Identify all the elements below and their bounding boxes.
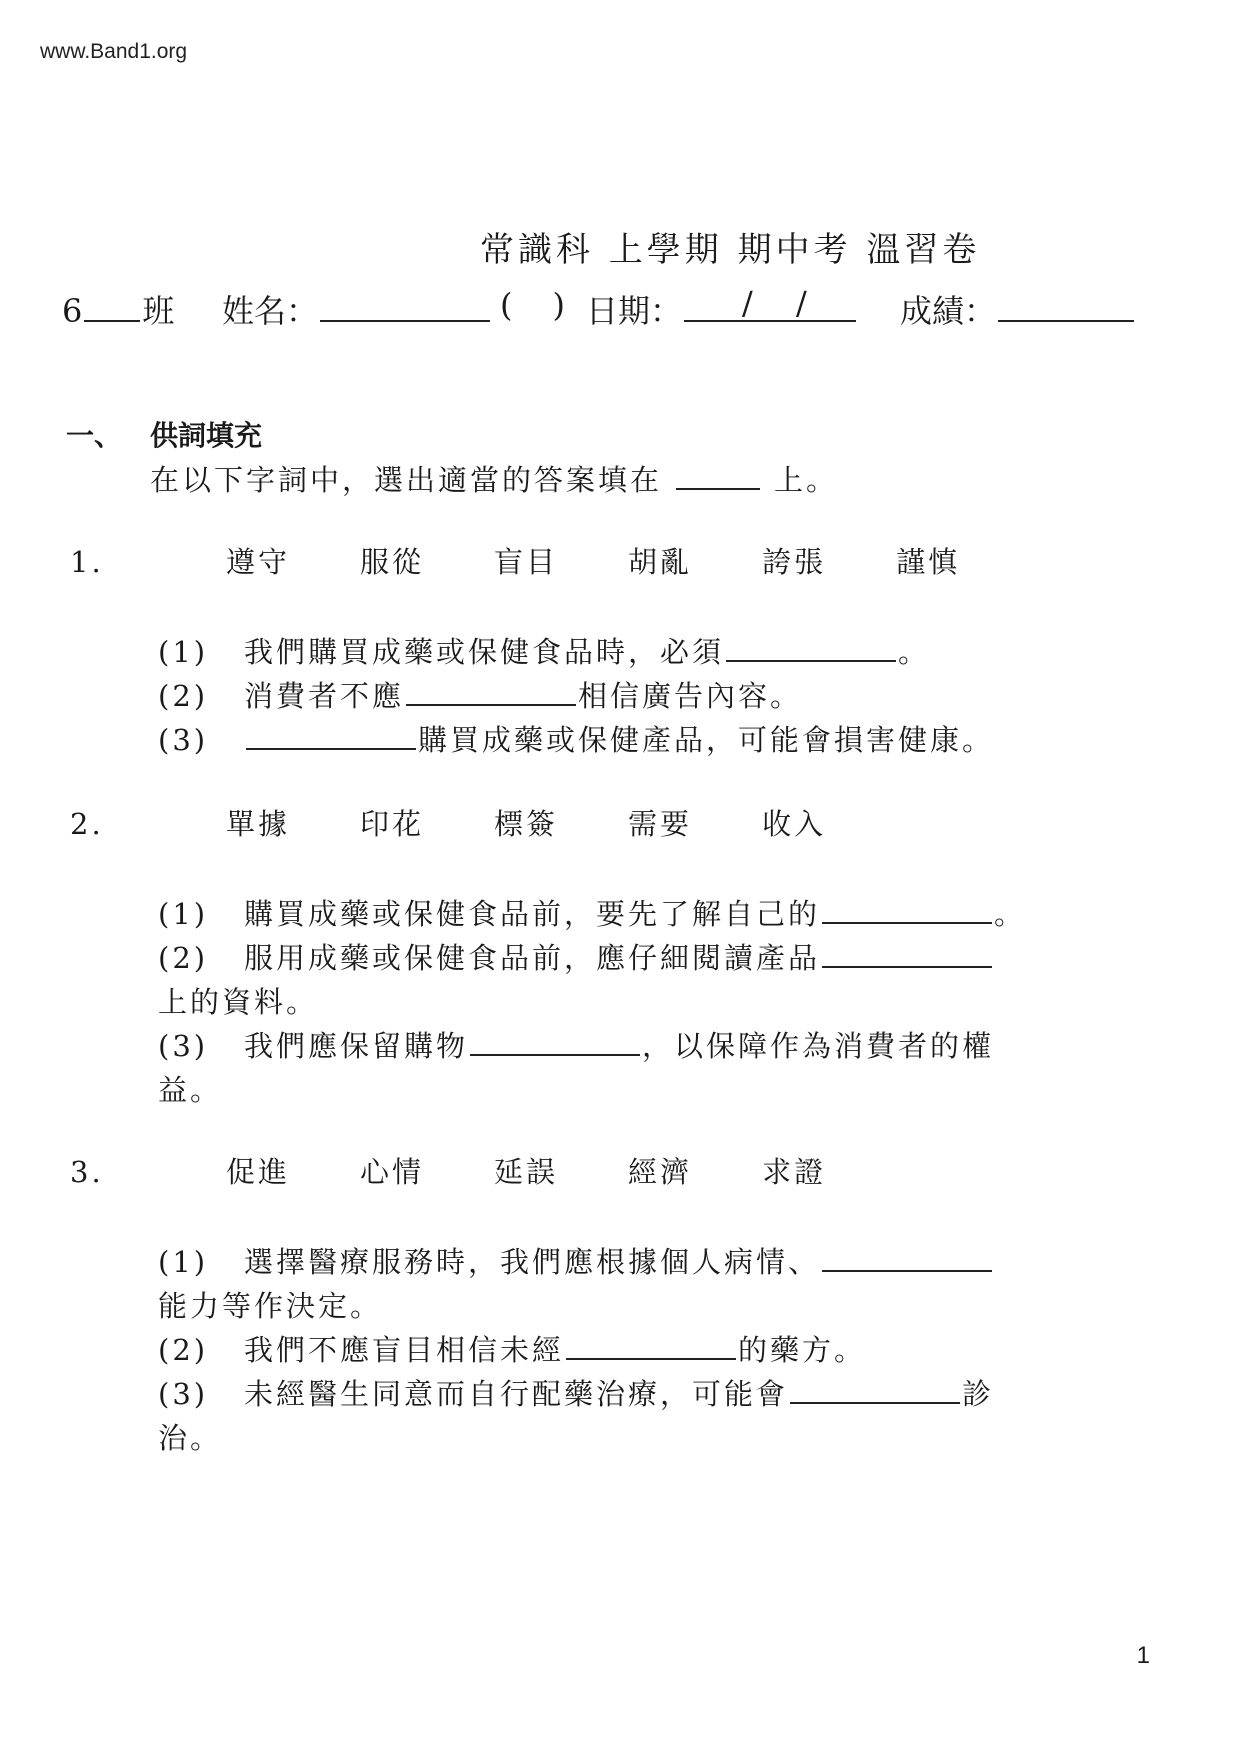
question-2-3 [158,1024,994,1065]
question-1-1 [158,630,930,671]
question-number: (1) [158,635,209,669]
word: 收入 [762,807,827,841]
question-number: (3) [158,723,209,757]
score-field [900,286,1136,332]
question-2-3-cont: 益。 [158,1073,223,1107]
question-text-end: ，以保障作為消費者的權 [642,1029,995,1063]
question-number: (2) [158,941,209,975]
word: 盲目 [494,545,559,579]
question-text: 選擇醫療服務時，我們應根據個人病情、 [244,1245,821,1279]
question-3-1-cont: 能力等作決定。 [158,1289,383,1323]
question-2-1 [158,892,1026,933]
instruction-text: 在以下字詞中，選出適當的答案填在 [150,463,663,497]
question-text-end: 。 [994,897,1027,931]
word: 促進 [226,1155,291,1189]
instruction-text-end: 上。 [774,463,839,497]
question-text: 服用成藥或保健食品前，應仔細閱讀產品 [244,941,821,975]
page-title: 常識科 上學期 期中考 溫習卷 [480,230,981,270]
answer-blank[interactable] [566,1329,736,1360]
name-label: 姓名： [222,292,319,330]
word: 單據 [226,807,291,841]
score-blank[interactable] [998,288,1134,322]
word: 印花 [360,807,425,841]
question-text-end: 。 [898,635,931,669]
question-1-2 [158,674,802,715]
question-text-end: 相信廣告內容。 [578,679,803,713]
question-number: (3) [158,1377,209,1411]
word: 服從 [360,545,425,579]
name-field [222,286,492,332]
date-slash-1: / [742,284,753,322]
word-bank-1 [70,540,1030,581]
section-instruction [150,458,838,499]
question-3-3-cont: 治。 [158,1421,223,1455]
word: 遵守 [226,545,291,579]
question-text-end: 購買成藥或保健產品，可能會損害健康。 [418,723,995,757]
answer-blank[interactable] [470,1025,640,1056]
page-number: 1 [1136,1642,1150,1669]
date-slash-2: / [796,284,807,322]
word: 標簽 [494,807,559,841]
question-text-end: 診 [962,1377,995,1411]
word: 需要 [628,807,693,841]
class-blank[interactable] [84,288,140,322]
section-heading [66,414,262,454]
question-text: 未經醫生同意而自行配藥治療，可能會 [244,1377,789,1411]
group-number: 1. [70,545,104,579]
group-number: 3. [70,1155,104,1189]
question-number: (1) [158,897,209,931]
word: 求證 [762,1155,827,1189]
score-label: 成績： [900,292,997,330]
date-label: 日期： [586,292,683,330]
question-3-2 [158,1328,866,1369]
date-field [586,286,858,332]
word: 心情 [360,1155,425,1189]
question-text: 我們不應盲目相信未經 [244,1333,565,1367]
word-bank-3 [70,1150,896,1191]
site-url: www.Band1.org [40,40,188,63]
section-title: 供詞填充 [150,419,263,452]
answer-blank[interactable] [790,1373,960,1404]
question-number: (1) [158,1245,209,1279]
word: 誇張 [762,545,827,579]
answer-blank[interactable] [406,675,576,706]
class-prefix: 6 [62,292,83,330]
question-3-3 [158,1372,994,1413]
paren-open: ( [500,286,513,324]
question-text: 我們應保留購物 [244,1029,469,1063]
question-number: (2) [158,679,209,713]
question-3-1 [158,1240,994,1281]
question-2-2 [158,936,994,977]
word: 經濟 [628,1155,693,1189]
question-text: 消費者不應 [244,679,405,713]
answer-blank[interactable] [246,719,416,750]
question-text-end: 的藥方。 [738,1333,867,1367]
instruction-blank [676,459,760,490]
answer-blank[interactable] [822,893,992,924]
word-bank-2 [70,802,896,843]
answer-blank[interactable] [822,937,992,968]
answer-blank[interactable] [822,1241,992,1272]
section-number: 一、 [66,419,123,452]
date-blank[interactable] [684,284,856,322]
word: 謹慎 [896,545,961,579]
name-blank[interactable] [320,288,490,322]
question-text: 購買成藥或保健食品前，要先了解自己的 [244,897,821,931]
class-field [62,286,174,332]
class-label: 班 [142,292,175,330]
word: 胡亂 [628,545,693,579]
question-number: (2) [158,1333,209,1367]
question-text: 我們購買成藥或保健食品時，必須 [244,635,725,669]
class-number-field [500,286,565,324]
question-number: (3) [158,1029,209,1063]
group-number: 2. [70,807,104,841]
answer-blank[interactable] [726,631,896,662]
question-2-2-cont: 上的資料。 [158,985,319,1019]
question-1-3 [158,718,994,759]
paren-close: ) [552,286,565,324]
word: 延誤 [494,1155,559,1189]
